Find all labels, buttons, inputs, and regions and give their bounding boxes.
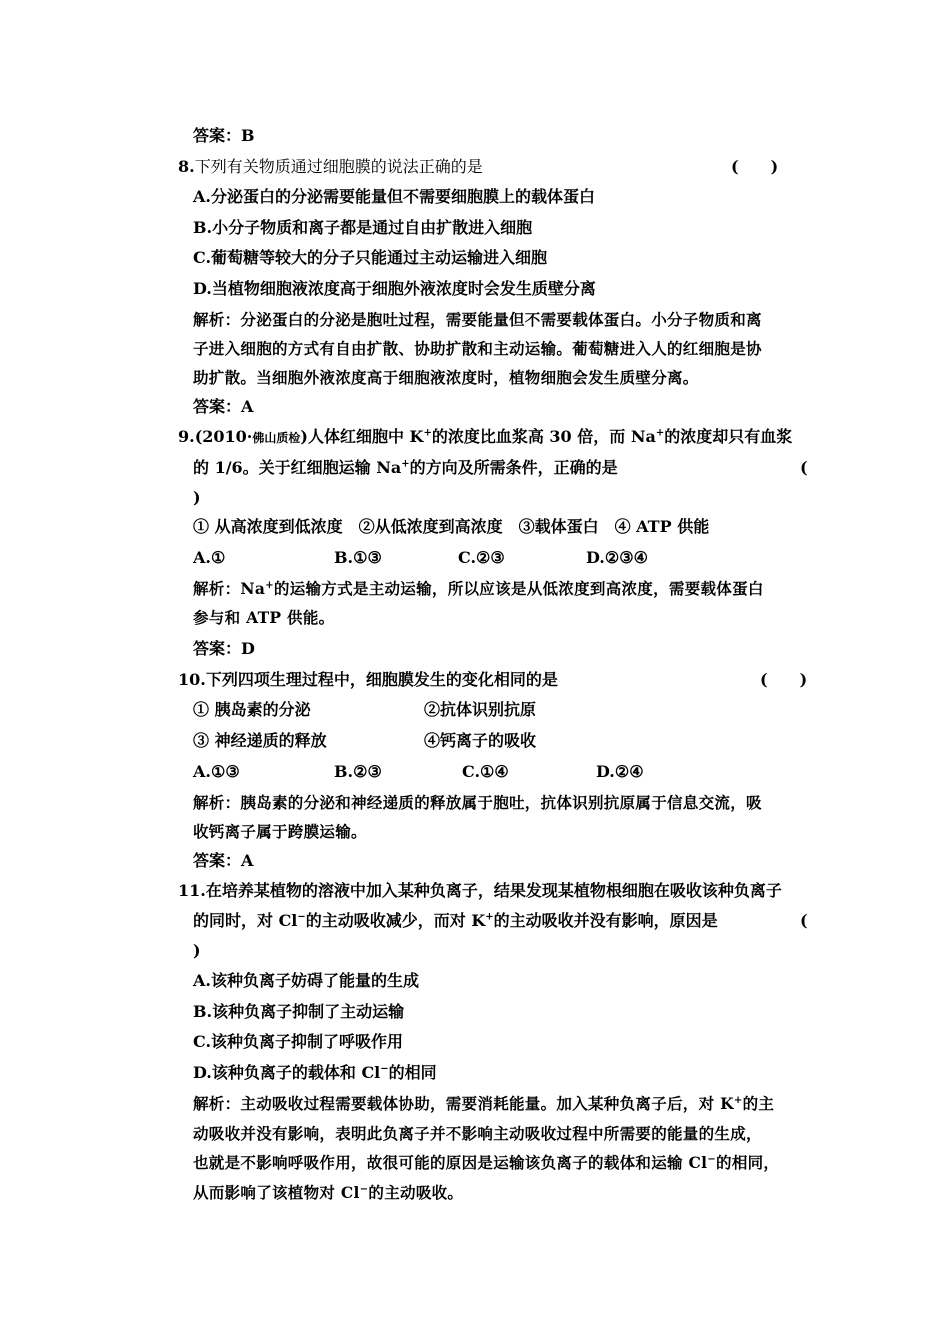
q11-stem-line-1: 11.在培养某植物的溶液中加入某种负离子，结果发现某植物根细胞在吸收该种负离子 <box>178 881 782 900</box>
q8-bracket: ( ) <box>731 157 779 176</box>
q9-source-tag: 佛山质检 <box>252 431 301 445</box>
q11-option-a: A.该种负离子妨碍了能量的生成 <box>193 971 419 990</box>
q10-option-d: D.②④ <box>596 762 644 781</box>
q10-answer: 答案：A <box>193 851 254 870</box>
q11-bracket-close: ) <box>193 941 201 960</box>
q11-explanation-line-1: 解析：主动吸收过程需要载体协助，需要消耗能量。加入某种负离子后，对 K+的主 <box>193 1094 775 1113</box>
q11-option-d: D.该种负离子的载体和 Cl−的相同 <box>193 1063 437 1082</box>
q11-explanation-line-2: 动吸收并没有影响，表明此负离子并不影响主动吸收过程中所需要的能量的生成， <box>193 1124 762 1143</box>
q11-stem-line-2: 的同时，对 Cl−的主动吸收减少，而对 K+的主动吸收并没有影响，原因是 <box>193 911 718 930</box>
q10-item-3: ③ 神经递质的释放 <box>193 731 327 750</box>
q9-option-d: D.②③④ <box>586 548 648 567</box>
q10-option-a: A.①③ <box>193 762 240 781</box>
q11-option-b: B.该种负离子抑制了主动运输 <box>193 1002 405 1021</box>
q10-option-b: B.②③ <box>334 762 382 781</box>
q9-stem-line-2: 的 1/6。关于红细胞运输 Na+的方向及所需条件，正确的是 <box>193 458 618 477</box>
q8-option-d: D.当植物细胞液浓度高于细胞外液浓度时会发生质壁分离 <box>193 279 596 298</box>
q11-explanation-line-4: 从而影响了该植物对 Cl−的主动吸收。 <box>193 1183 464 1202</box>
q9-explanation-line-2: 参与和 ATP 供能。 <box>193 608 335 627</box>
q8-explanation-line-1: 解析：分泌蛋白的分泌是胞吐过程，需要能量但不需要载体蛋白。小分子物质和离 <box>193 310 762 329</box>
q9-option-c: C.②③ <box>458 548 505 567</box>
q10-stem: 10.下列四项生理过程中，细胞膜发生的变化相同的是 <box>178 670 558 689</box>
q8-explanation-line-3: 助扩散。当细胞外液浓度高于细胞液浓度时，植物细胞会发生质壁分离。 <box>193 368 699 387</box>
q10-explanation-line-2: 收钙离子属于跨膜运输。 <box>193 822 367 841</box>
q10-bracket: ( ) <box>760 670 808 689</box>
q10-item-2: ②抗体识别抗原 <box>424 700 537 719</box>
q10-option-c: C.①④ <box>462 762 509 781</box>
q9-option-b: B.①③ <box>334 548 382 567</box>
q8-option-c: C.葡萄糖等较大的分子只能通过主动运输进入细胞 <box>193 248 548 267</box>
q8-explanation-line-2: 子进入细胞的方式有自由扩散、协助扩散和主动运输。葡萄糖进入人的红细胞是协 <box>193 339 762 358</box>
q8-option-a: A.分泌蛋白的分泌需要能量但不需要细胞膜上的载体蛋白 <box>193 187 595 206</box>
q8-stem <box>178 157 483 177</box>
q8-option-b: B.小分子物质和离子都是通过自由扩散进入细胞 <box>193 218 533 237</box>
q8-stem-text: 下列有关物质通过细胞膜的说法正确的是 <box>194 157 483 176</box>
q11-option-c: C.该种负离子抑制了呼吸作用 <box>193 1032 404 1051</box>
q9-explanation-line-1: 解析：Na+的运输方式是主动运输，所以应该是从低浓度到高浓度，需要载体蛋白 <box>193 579 764 598</box>
q11-bracket-open: ( <box>800 911 808 930</box>
q9-stem-line-1: 9.(2010·佛山质检)人体红细胞中 K+的浓度比血浆高 30 倍，而 Na+的浓度却只有血浆 <box>178 427 793 446</box>
q10-item-1: ① 胰岛素的分泌 <box>193 700 311 719</box>
q9-bracket-close: ) <box>193 488 201 507</box>
q10-explanation-line-1: 解析：胰岛素的分泌和神经递质的释放属于胞吐，抗体识别抗原属于信息交流，吸 <box>193 793 762 812</box>
q9-bracket-open: ( <box>800 458 808 477</box>
q9-option-a: A.① <box>193 548 226 567</box>
q7-answer: 答案：B <box>193 126 255 145</box>
q8-answer: 答案：A <box>193 397 254 416</box>
q9-conditions: ① 从高浓度到低浓度 ②从低浓度到高浓度 ③载体蛋白 ④ ATP 供能 <box>193 517 710 536</box>
q11-explanation-line-3: 也就是不影响呼吸作用，故很可能的原因是运输该负离子的载体和运输 Cl−的相同， <box>193 1153 780 1172</box>
q9-answer: 答案：D <box>193 639 255 658</box>
q8-number: 8. <box>178 157 195 176</box>
q10-item-4: ④钙离子的吸收 <box>424 731 537 750</box>
